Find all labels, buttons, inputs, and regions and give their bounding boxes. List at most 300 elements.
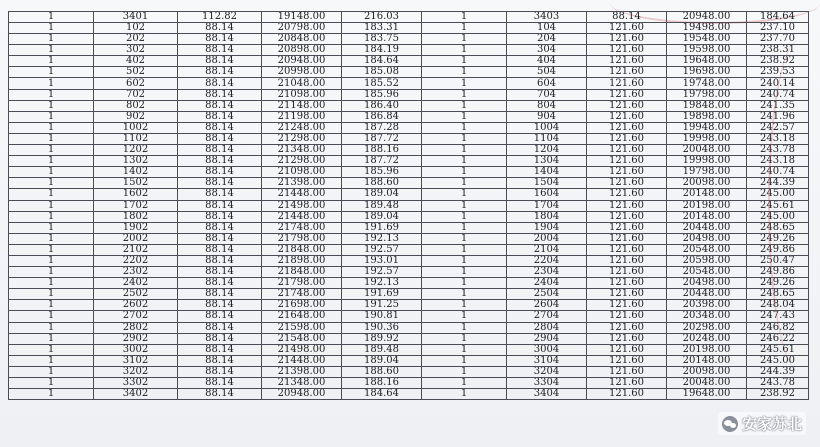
table-cell: 3102 [94, 355, 178, 366]
table-cell: 121.60 [587, 300, 667, 311]
table-cell: 183.75 [342, 34, 422, 45]
table-cell: 88.14 [178, 211, 262, 222]
table-cell: 2402 [94, 278, 178, 289]
table-row [9, 156, 809, 167]
table-cell: 3004 [507, 344, 587, 355]
table-cell: 239.53 [747, 67, 809, 78]
table-cell: 502 [94, 67, 178, 78]
table-cell: 1304 [507, 156, 587, 167]
table-row [9, 344, 809, 355]
table-cell: 88.14 [178, 23, 262, 34]
table-cell: 1 [422, 389, 507, 400]
table-cell: 19498.00 [667, 23, 747, 34]
table-cell: 21298.00 [262, 133, 342, 144]
table-cell: 21298.00 [262, 156, 342, 167]
table-cell: 19798.00 [667, 89, 747, 100]
table-cell: 88.14 [178, 133, 262, 144]
table-cell: 184.19 [342, 45, 422, 56]
table-cell: 121.60 [587, 89, 667, 100]
table-cell: 88.14 [178, 122, 262, 133]
table-row [9, 233, 809, 244]
table-row [9, 89, 809, 100]
table-cell: 187.72 [342, 133, 422, 144]
table-cell: 20198.00 [667, 344, 747, 355]
table-cell: 121.60 [587, 211, 667, 222]
table-cell: 1 [422, 333, 507, 344]
table-cell: 2802 [94, 322, 178, 333]
table-cell: 21848.00 [262, 267, 342, 278]
table-cell: 121.60 [587, 378, 667, 389]
table-cell: 1 [9, 167, 94, 178]
table-cell: 192.57 [342, 244, 422, 255]
table-cell: 1 [9, 378, 94, 389]
table-cell: 20098.00 [667, 366, 747, 377]
table-cell: 19998.00 [667, 156, 747, 167]
table-cell: 21648.00 [262, 311, 342, 322]
table-cell: 189.04 [342, 211, 422, 222]
table-cell: 88.14 [178, 56, 262, 67]
table-cell: 2604 [507, 300, 587, 311]
table-cell: 1 [9, 233, 94, 244]
table-cell: 121.60 [587, 233, 667, 244]
table-cell: 404 [507, 56, 587, 67]
table-cell: 242.57 [747, 122, 809, 133]
table-cell: 112.82 [178, 12, 262, 23]
table-cell: 88.14 [178, 45, 262, 56]
table-cell: 1 [9, 389, 94, 400]
table-row [9, 355, 809, 366]
table-cell: 1102 [94, 133, 178, 144]
table-cell: 1 [422, 56, 507, 67]
table-cell: 88.14 [178, 255, 262, 266]
wechat-icon [722, 416, 738, 432]
table-cell: 2702 [94, 311, 178, 322]
table-cell: 21098.00 [262, 89, 342, 100]
table-cell: 121.60 [587, 333, 667, 344]
table-cell: 102 [94, 23, 178, 34]
table-row [9, 145, 809, 156]
table-cell: 238.92 [747, 56, 809, 67]
table-cell: 602 [94, 78, 178, 89]
table-cell: 204 [507, 34, 587, 45]
table-cell: 1 [9, 156, 94, 167]
table-cell: 191.69 [342, 289, 422, 300]
table-cell: 19848.00 [667, 100, 747, 111]
table-cell: 88.14 [178, 355, 262, 366]
table-cell: 1 [9, 111, 94, 122]
table-cell: 1 [9, 344, 94, 355]
table-cell: 2902 [94, 333, 178, 344]
table-cell: 121.60 [587, 111, 667, 122]
table-cell: 2104 [507, 244, 587, 255]
table-cell: 88.14 [178, 100, 262, 111]
table-cell: 21198.00 [262, 111, 342, 122]
table-cell: 1 [9, 311, 94, 322]
table-cell: 1504 [507, 178, 587, 189]
table-cell: 121.60 [587, 167, 667, 178]
table-cell: 20148.00 [667, 211, 747, 222]
table-row [9, 289, 809, 300]
table-row [9, 200, 809, 211]
table-cell: 121.60 [587, 289, 667, 300]
table-cell: 3403 [507, 12, 587, 23]
table-cell: 3204 [507, 366, 587, 377]
table-cell: 188.60 [342, 178, 422, 189]
table-cell: 1 [422, 156, 507, 167]
table-cell: 1 [9, 45, 94, 56]
table-cell: 1 [9, 267, 94, 278]
table-cell: 21148.00 [262, 100, 342, 111]
table-cell: 3002 [94, 344, 178, 355]
table-cell: 21448.00 [262, 189, 342, 200]
table-row [9, 255, 809, 266]
table-cell: 21848.00 [262, 244, 342, 255]
table-cell: 1 [422, 378, 507, 389]
table-cell: 20048.00 [667, 378, 747, 389]
table-cell: 88.14 [178, 78, 262, 89]
table-cell: 192.13 [342, 233, 422, 244]
table-cell: 187.72 [342, 156, 422, 167]
table-cell: 121.60 [587, 100, 667, 111]
table-cell: 1 [9, 34, 94, 45]
table-cell: 3202 [94, 366, 178, 377]
table-cell: 237.10 [747, 23, 809, 34]
table-cell: 188.16 [342, 378, 422, 389]
table-cell: 1 [9, 12, 94, 23]
table-cell: 1 [422, 267, 507, 278]
table-cell: 1 [422, 111, 507, 122]
table-cell: 237.70 [747, 34, 809, 45]
table-cell: 2804 [507, 322, 587, 333]
table-cell: 2602 [94, 300, 178, 311]
table-cell: 185.96 [342, 167, 422, 178]
table-cell: 88.14 [178, 267, 262, 278]
table-cell: 20948.00 [262, 389, 342, 400]
table-cell: 20948.00 [667, 12, 747, 23]
table-cell: 1 [422, 278, 507, 289]
table-cell: 21498.00 [262, 200, 342, 211]
table-cell: 1602 [94, 189, 178, 200]
table-row [9, 222, 809, 233]
table-cell: 185.08 [342, 67, 422, 78]
table-cell: 249.86 [747, 267, 809, 278]
table-cell: 238.31 [747, 45, 809, 56]
table-cell: 21498.00 [262, 344, 342, 355]
table-cell: 249.26 [747, 233, 809, 244]
table-cell: 19798.00 [667, 167, 747, 178]
table-cell: 2904 [507, 333, 587, 344]
table-cell: 1 [422, 255, 507, 266]
table-cell: 1 [9, 289, 94, 300]
table-row [9, 122, 809, 133]
table-cell: 1702 [94, 200, 178, 211]
table-cell: 245.00 [747, 211, 809, 222]
table-cell: 241.96 [747, 111, 809, 122]
table-row [9, 378, 809, 389]
table-cell: 804 [507, 100, 587, 111]
table-cell: 121.60 [587, 366, 667, 377]
table-row [9, 244, 809, 255]
table-cell: 2002 [94, 233, 178, 244]
table-cell: 3404 [507, 389, 587, 400]
table-cell: 1 [422, 45, 507, 56]
table-cell: 1 [422, 122, 507, 133]
table-cell: 1 [9, 122, 94, 133]
table-cell: 2404 [507, 278, 587, 289]
price-table [8, 11, 809, 400]
table-cell: 3401 [94, 12, 178, 23]
table-cell: 1 [9, 333, 94, 344]
table-cell: 88.14 [178, 244, 262, 255]
table-cell: 88.14 [178, 322, 262, 333]
table-cell: 88.14 [178, 34, 262, 45]
table-cell: 1 [9, 255, 94, 266]
table-cell: 121.60 [587, 178, 667, 189]
table-cell: 20898.00 [262, 45, 342, 56]
table-cell: 121.60 [587, 200, 667, 211]
table-cell: 1704 [507, 200, 587, 211]
table-cell: 88.14 [178, 278, 262, 289]
table-cell: 249.86 [747, 244, 809, 255]
table-cell: 20298.00 [667, 322, 747, 333]
table-cell: 1 [422, 67, 507, 78]
table-cell: 21048.00 [262, 78, 342, 89]
table-cell: 19648.00 [667, 56, 747, 67]
table-cell: 19698.00 [667, 67, 747, 78]
table-cell: 1 [9, 322, 94, 333]
table-cell: 121.60 [587, 267, 667, 278]
table-cell: 243.18 [747, 156, 809, 167]
table-cell: 21348.00 [262, 145, 342, 156]
table-row [9, 211, 809, 222]
table-cell: 245.61 [747, 344, 809, 355]
table-cell: 2302 [94, 267, 178, 278]
table-cell: 20148.00 [667, 189, 747, 200]
table-row [9, 23, 809, 34]
table-cell: 189.04 [342, 355, 422, 366]
table-cell: 1902 [94, 222, 178, 233]
table-row [9, 389, 809, 400]
table-cell: 19548.00 [667, 34, 747, 45]
table-cell: 245.61 [747, 200, 809, 211]
table-cell: 1802 [94, 211, 178, 222]
table-cell: 21398.00 [262, 178, 342, 189]
table-cell: 250.47 [747, 255, 809, 266]
table-row [9, 67, 809, 78]
table-cell: 1 [422, 244, 507, 255]
table-cell: 21248.00 [262, 122, 342, 133]
table-cell: 189.92 [342, 333, 422, 344]
table-cell: 1 [422, 322, 507, 333]
table-cell: 88.14 [178, 378, 262, 389]
table-cell: 1 [9, 56, 94, 67]
table-cell: 2204 [507, 255, 587, 266]
table-row [9, 12, 809, 23]
table-cell: 19148.00 [262, 12, 342, 23]
table-cell: 121.60 [587, 122, 667, 133]
table-cell: 88.14 [178, 222, 262, 233]
table-cell: 121.60 [587, 278, 667, 289]
table-cell: 121.60 [587, 23, 667, 34]
table-row [9, 311, 809, 322]
table-cell: 185.52 [342, 78, 422, 89]
table-cell: 190.36 [342, 322, 422, 333]
table-cell: 88.14 [178, 67, 262, 78]
table-cell: 19998.00 [667, 133, 747, 144]
table-cell: 1 [9, 211, 94, 222]
table-cell: 2102 [94, 244, 178, 255]
table-cell: 1 [422, 178, 507, 189]
table-cell: 1604 [507, 189, 587, 200]
table-cell: 244.39 [747, 178, 809, 189]
table-cell: 1 [9, 133, 94, 144]
table-cell: 21348.00 [262, 378, 342, 389]
table-cell: 21698.00 [262, 300, 342, 311]
table-cell: 121.60 [587, 322, 667, 333]
table-cell: 1 [422, 12, 507, 23]
table-row [9, 278, 809, 289]
table-cell: 1 [9, 366, 94, 377]
table-cell: 88.14 [178, 178, 262, 189]
table-cell: 1 [422, 145, 507, 156]
table-row [9, 333, 809, 344]
table-cell: 243.78 [747, 378, 809, 389]
table-cell: 20548.00 [667, 267, 747, 278]
table-cell: 1 [422, 311, 507, 322]
table-cell: 240.74 [747, 89, 809, 100]
table-cell: 1 [422, 89, 507, 100]
table-row [9, 322, 809, 333]
table-cell: 104 [507, 23, 587, 34]
table-cell: 21798.00 [262, 278, 342, 289]
table-cell: 20948.00 [262, 56, 342, 67]
table-cell: 245.00 [747, 189, 809, 200]
table-row [9, 100, 809, 111]
table-cell: 1904 [507, 222, 587, 233]
table-cell: 88.14 [178, 311, 262, 322]
table-cell: 1 [422, 78, 507, 89]
table-cell: 20198.00 [667, 200, 747, 211]
table-cell: 192.57 [342, 267, 422, 278]
table-cell: 88.14 [178, 300, 262, 311]
table-cell: 20598.00 [667, 255, 747, 266]
table-cell: 187.28 [342, 122, 422, 133]
table-cell: 702 [94, 89, 178, 100]
table-cell: 20998.00 [262, 67, 342, 78]
table-cell: 121.60 [587, 56, 667, 67]
table-cell: 20148.00 [667, 355, 747, 366]
table-cell: 20848.00 [262, 34, 342, 45]
table-cell: 88.14 [178, 289, 262, 300]
table-row [9, 366, 809, 377]
table-cell: 904 [507, 111, 587, 122]
table-cell: 21448.00 [262, 355, 342, 366]
table-cell: 88.14 [178, 366, 262, 377]
table-cell: 88.14 [178, 233, 262, 244]
table-cell: 121.60 [587, 222, 667, 233]
watermark [718, 412, 806, 435]
table-cell: 19748.00 [667, 78, 747, 89]
table-cell: 88.14 [587, 12, 667, 23]
table-cell: 245.00 [747, 355, 809, 366]
table-cell: 1 [9, 355, 94, 366]
table-cell: 21798.00 [262, 233, 342, 244]
table-cell: 1502 [94, 178, 178, 189]
table-cell: 1 [422, 344, 507, 355]
table-row [9, 34, 809, 45]
table-cell: 3302 [94, 378, 178, 389]
table-cell: 20498.00 [667, 233, 747, 244]
table-cell: 2504 [507, 289, 587, 300]
table-cell: 88.14 [178, 145, 262, 156]
table-cell: 19898.00 [667, 111, 747, 122]
table-cell: 121.60 [587, 389, 667, 400]
table-cell: 1404 [507, 167, 587, 178]
table-cell: 21098.00 [262, 167, 342, 178]
table-cell: 88.14 [178, 167, 262, 178]
table-cell: 3104 [507, 355, 587, 366]
table-cell: 121.60 [587, 78, 667, 89]
table-cell: 2004 [507, 233, 587, 244]
table-cell: 19598.00 [667, 45, 747, 56]
table-cell: 20548.00 [667, 244, 747, 255]
table-cell: 241.35 [747, 100, 809, 111]
table-cell: 21598.00 [262, 322, 342, 333]
table-cell: 19648.00 [667, 389, 747, 400]
table-cell: 402 [94, 56, 178, 67]
table-cell: 1 [422, 23, 507, 34]
table-cell: 184.64 [342, 389, 422, 400]
table-cell: 88.14 [178, 389, 262, 400]
table-cell: 504 [507, 67, 587, 78]
table-cell: 121.60 [587, 34, 667, 45]
table-cell: 1204 [507, 145, 587, 156]
table-cell: 20398.00 [667, 300, 747, 311]
table-cell: 20498.00 [667, 278, 747, 289]
table-cell: 186.40 [342, 100, 422, 111]
table-cell: 121.60 [587, 133, 667, 144]
table-cell: 1 [9, 244, 94, 255]
table-cell: 1 [422, 222, 507, 233]
table-row [9, 167, 809, 178]
table-cell: 1 [9, 278, 94, 289]
table-cell: 3304 [507, 378, 587, 389]
table-cell: 190.81 [342, 311, 422, 322]
table-cell: 186.84 [342, 111, 422, 122]
table-cell: 185.96 [342, 89, 422, 100]
table-cell: 21548.00 [262, 333, 342, 344]
table-cell: 20098.00 [667, 178, 747, 189]
table-cell: 1 [422, 289, 507, 300]
table-cell: 21448.00 [262, 211, 342, 222]
table-cell: 183.31 [342, 23, 422, 34]
table-cell: 1 [9, 145, 94, 156]
table-cell: 243.18 [747, 133, 809, 144]
table-row [9, 56, 809, 67]
table-cell: 243.78 [747, 145, 809, 156]
table-cell: 2304 [507, 267, 587, 278]
table-row [9, 300, 809, 311]
table-cell: 20448.00 [667, 222, 747, 233]
table-cell: 1104 [507, 133, 587, 144]
table-cell: 121.60 [587, 189, 667, 200]
table-cell: 121.60 [587, 355, 667, 366]
table-cell: 20448.00 [667, 289, 747, 300]
table-cell: 21748.00 [262, 289, 342, 300]
table-cell: 88.14 [178, 344, 262, 355]
table-cell: 2502 [94, 289, 178, 300]
table-row [9, 111, 809, 122]
